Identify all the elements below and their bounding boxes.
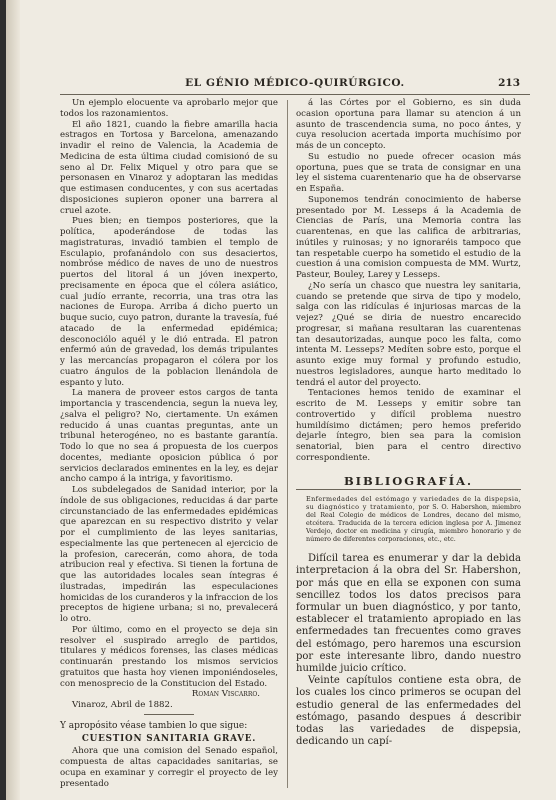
section-heading: CUESTION SANITARIA GRAVE.	[81, 733, 257, 744]
left-paragraph: El año 1821, cuando la fiebre amarilla hacia estragos en Tortosa y Barcelona, amenazando invadir el reino de Valencia, la Academia de Medicina de esta última ciudad comisionó de su seno al Dr. Felix Miquel y otro para que se personasen en Vinaroz y adoptaran las medidas que estimasen conducentes, y con sus acertadas disposiciones supieron oponer una barrera al cruel azote.	[60, 119, 278, 216]
bibliography-entry-title: Enfermedades del estómago y variedades de la dispepsia, su diagnóstico y tratamiento,	[306, 495, 521, 512]
page-number: 213	[498, 77, 520, 89]
left-paragraph: Pues bien; en tiempos posteriores, que la política, apoderándose de todas las magistraturas, invadió tambien el templo de Esculapio, profanándolo con sus desaciertos, nombróse médico de naves de uno de nuestros puertos del litoral á un jóven inexperto, precisamente en época que el cólera asiático, cual judío errante, recorria, una tras otra las naciones de Europa. Arriba á dicho puerto un buque sucio, cuyo patron, durante la travesía, fué atacado de la enfermedad epidémica; desconociólo aquél y le dió entrada. El patron enfermó aún de gravedad, los demás tripulantes y las mercancías propagaron el cólera por los cuatro ángulos de la poblacion llenándola de espanto y luto.	[60, 216, 278, 388]
section-separator	[144, 714, 194, 715]
left-paragraph: Por último, como en el proyecto se deja sin resolver el suspirado arreglo de partidos, titulares y médicos forenses, las clases médicas continuarán prestando los mismos servicios gratuitos que hasta hoy vienen imponiéndoseles, con menosprecio de la Constitucion del Estado.	[60, 624, 278, 689]
column-divider	[287, 100, 288, 788]
author-signature: Roman Viscarro.	[191, 689, 260, 700]
bibliography-entry-details: por S. O. Habershon, miembro del Real Colegio de médicos de Londres, decano del mismo, etcétera. Traducida de la tercera edicion inglesa por A. Jimenez Verdejo, doctor en medicina y cirugía, miembro honorario y de número de diferentes corporaciones, etc., etc.	[306, 503, 521, 544]
review-paragraph: Difícil tarea es enumerar y dar la debida interpretacion á la obra del Sr. Habershon, por más que en ella se exponen con suma sencillez todos los datos precisos para formular un buen diagnóstico, y por tanto, establecer el tratamiento apropiado en las enfermedades tan frecuentes como graves del estómago, pero haremos una escursion por este interesante libro, dando nuestro humilde juicio crítico.	[296, 553, 521, 675]
review-text	[296, 553, 521, 748]
left-column	[60, 98, 278, 789]
page-header	[60, 77, 530, 93]
right-paragraph: Tentaciones hemos tenido de examinar el escrito de M. Lesseps y emitir sobre tan controvertido y difícil problema nuestro humildísimo dictámen; pero hemos preferido dejarle íntegro, bien sea para la comision senatorial, bien para el centro directivo correspondiente.	[296, 388, 521, 463]
page-binding-shadow	[6, 0, 20, 800]
bibliography-entry	[296, 495, 521, 543]
left-paragraph: Un ejemplo elocuente va aprobarlo mejor que todos los razonamientos.	[60, 98, 278, 119]
right-column	[296, 98, 521, 749]
left-paragraph: Los subdelegados de Sanidad interior, por la índole de sus obligaciones, reducidas á dar parte circunstanciado de las enfermedades epidémicas que aparezcan en su respectivo distrito y velar por el cumplimiento de las leyes sanitarias, especialmente las que pertenecen al ejercicio de la profesion, carecerán, como ahora, de toda atribucion real y efectiva. Si tienen la fortuna de que las autoridades locales sean íntegras é ilustradas, impedirán las especulaciones homicidas de los curanderos y la infraccion de los preceptos de higiene urbana; si no, prevalecerá lo otro.	[60, 485, 278, 624]
running-title: EL GÉNIO MÉDICO-QUIRÚRGICO.	[185, 77, 405, 89]
review-paragraph: Veinte capítulos contiene esta obra, de los cuales los cinco primeros se ocupan del estudio general de las enfermedades del estómago, pasando despues á describir todas las variedades de dispepsia, dedicando un capí-	[296, 675, 521, 748]
right-paragraph: ¿No sería un chasco que nuestra ley sanitaria, cuando se pretende que sirva de tipo y modelo, salga con las ridículas é injuriosas marcas de la vejez? ¿Qué se diria de nuestro encarecido progresar, si mañana resultaran las cuarentenas tan desautorizadas, aunque poco les falta, como intenta M. Lesseps? Medíten sobre esto, porque el asunto exige muy formal y profundo estudio, nuestros legisladores, aunque harto meditado lo tendrá el autor del proyecto.	[296, 280, 521, 388]
bibliography-rule	[296, 489, 521, 490]
dateline: Vinaroz, Abril de 1882.	[72, 700, 173, 710]
announcement-line: Y apropósito véase tambien lo que sigue:	[60, 720, 248, 731]
left-paragraph: La manera de proveer estos cargos de tanta importancia y trascendencia, segun la nueva ley, ¿salva el peligro? No, ciertamente. Un exámen reducido á unas cuantas preguntas, ante un tribunal heterogéneo, no es bastante garantía. Todo lo que no sea á propuesta de los cuerpos docentes, mediante oposicion pública ó por servicios declarados eminentes en la ley, es dejar ancho campo á la intriga, y favoritismo.	[60, 388, 278, 485]
right-paragraph: Su estudio no puede ofrecer ocasion más oportuna, pues que se trata de consignar en una ley el sistema cuarentenario que ha de observarse en España.	[296, 151, 521, 194]
right-paragraph: á las Córtes por el Gobierno, es sin duda ocasion oportuna para llamar su atencion á un asunto de trascendencia suma, no poco ántes, y cuya resolucion acertada importa muchísimo por más de un concepto.	[296, 98, 521, 151]
header-rule	[60, 94, 530, 95]
bibliography-heading: BIBLIOGRAFÍA.	[343, 473, 474, 488]
section-paragraph: Ahora que una comision del Senado español, compuesta de altas capacidades sanitarias, se ocupa en examinar y corregir el proyecto de ley presentado	[60, 746, 278, 789]
right-paragraph: Suponemos tendrán conocimiento de haberse presentado por M. Lesseps á la Academia de Ciencias de París, una Memoria contra las cuarentenas, en que las califica de arbitrarias, inútiles y ruinosas; y no ignoraréis tampoco que tan respetable cuerpo ha sometido el estudio de la cuestion á una comision compuesta de MM. Wurtz, Pasteur, Bouley, Larey y Lesseps.	[296, 194, 521, 280]
